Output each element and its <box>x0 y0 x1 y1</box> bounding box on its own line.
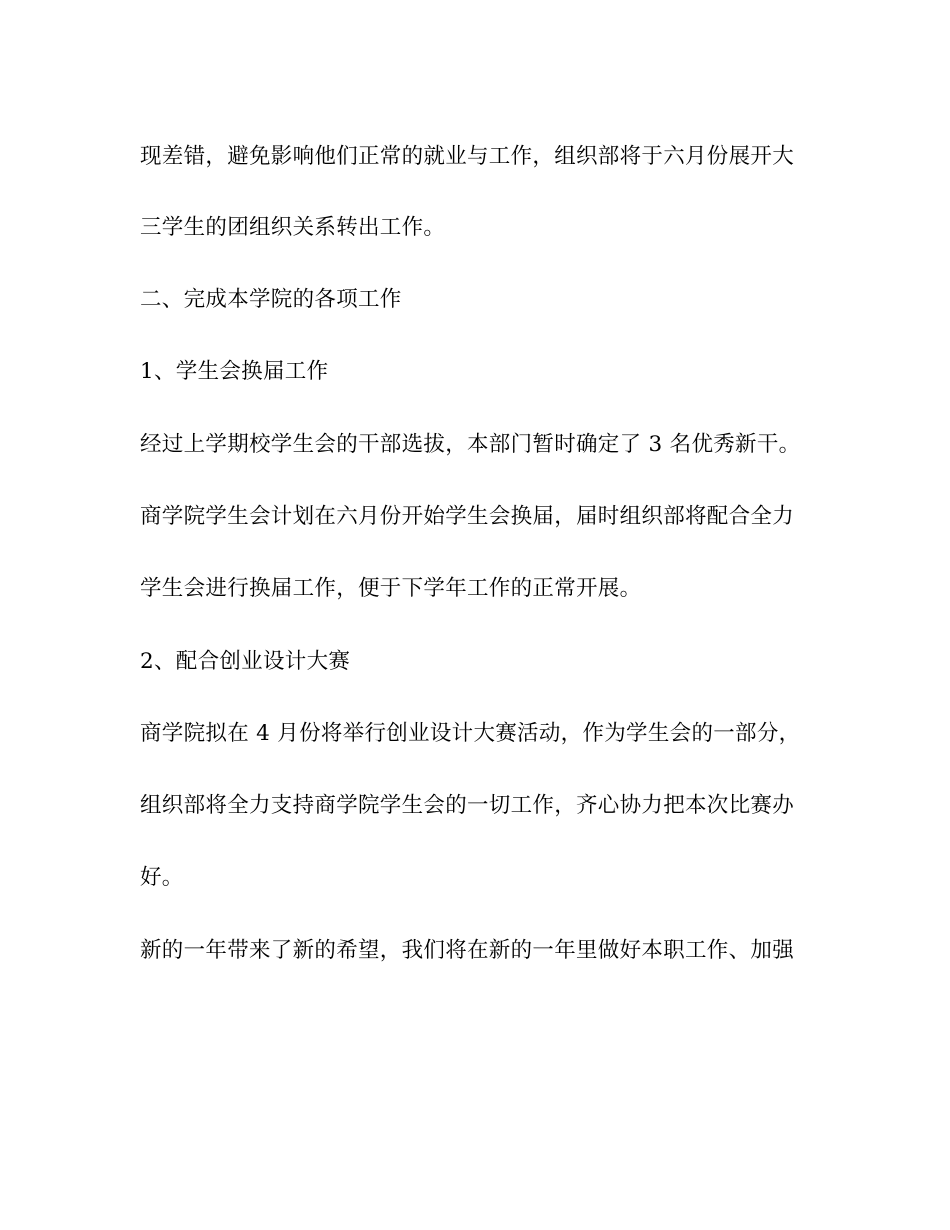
paragraph-line: 现差错，避免影响他们正常的就业与工作，组织部将于六月份展开大 <box>140 144 795 169</box>
paragraph-line: 学生会进行换届工作，便于下学年工作的正常开展。 <box>140 576 642 601</box>
subsection-heading: 2、配合创业设计大赛 <box>140 649 351 674</box>
subsection-heading: 1、学生会换届工作 <box>140 359 329 384</box>
paragraph-line: 好。 <box>140 865 184 890</box>
paragraph-line: 商学院学生会计划在六月份开始学生会换届，届时组织部将配合全力 <box>140 504 795 529</box>
paragraph-line: 商学院拟在 4 月份将举行创业设计大赛活动，作为学生会的一部分， <box>140 721 801 746</box>
section-heading: 二、完成本学院的各项工作 <box>140 287 402 312</box>
paragraph-line: 三学生的团组织关系转出工作。 <box>140 215 446 240</box>
paragraph-line: 组织部将全力支持商学院学生会的一切工作，齐心协力把本次比赛办 <box>140 793 795 818</box>
paragraph-line: 新的一年带来了新的希望，我们将在新的一年里做好本职工作、加强 <box>140 938 795 963</box>
paragraph-line: 经过上学期校学生会的干部选拔，本部门暂时确定了 3 名优秀新干。 <box>140 432 801 457</box>
